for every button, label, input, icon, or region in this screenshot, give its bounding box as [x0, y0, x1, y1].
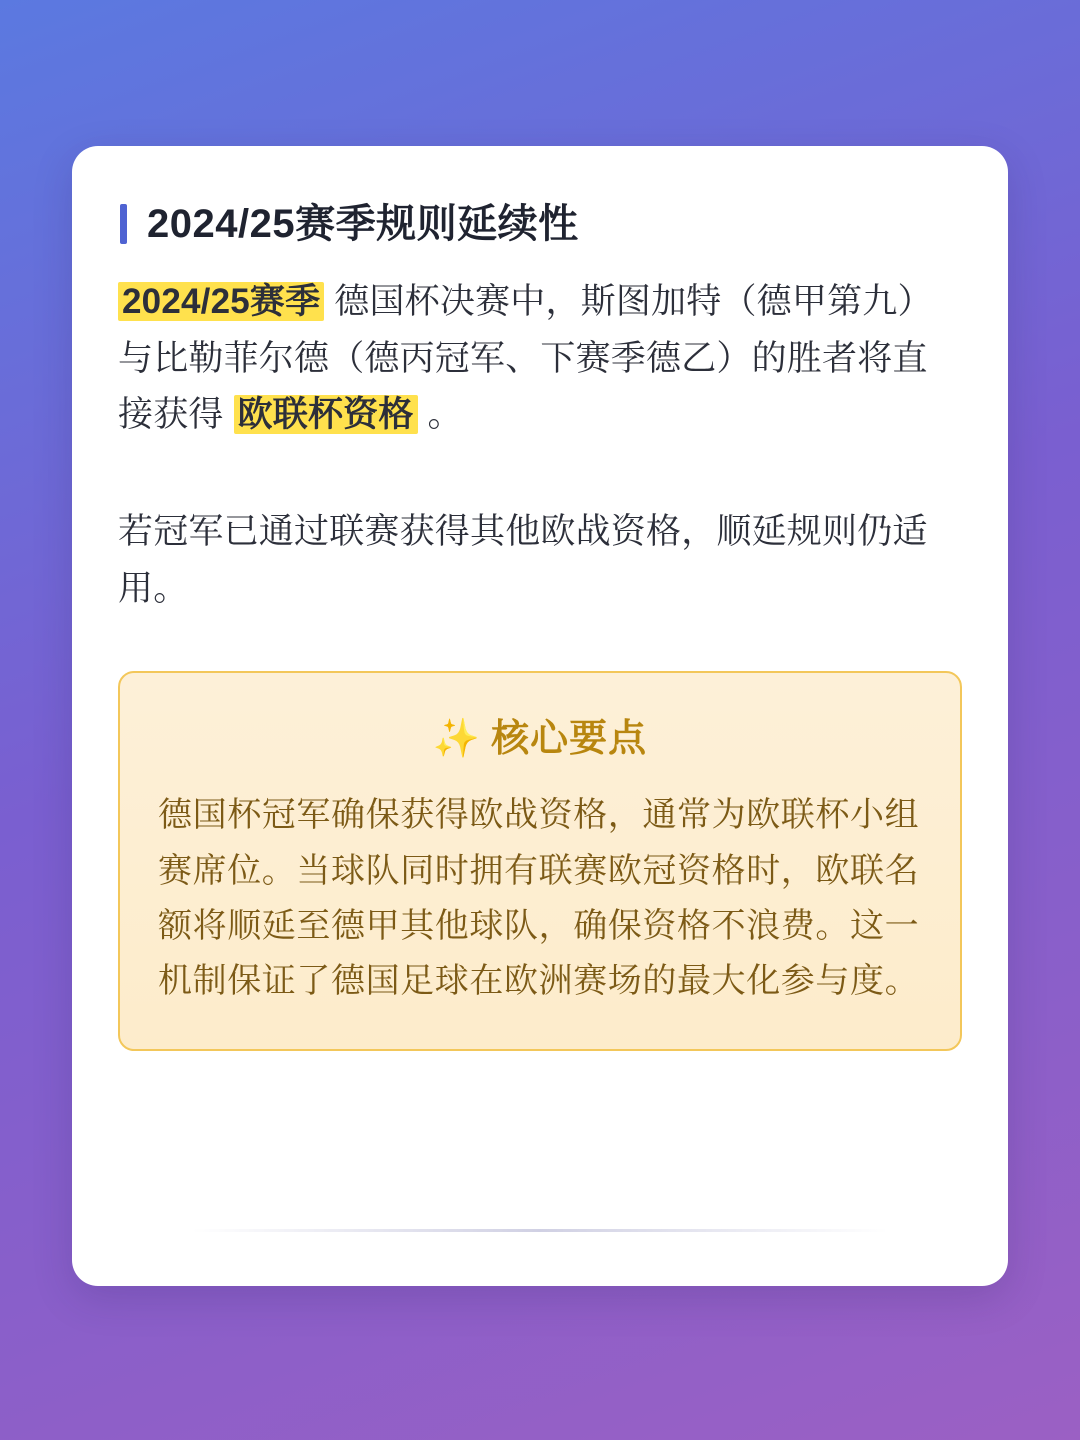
callout-body: 德国杯冠军确保获得欧战资格，通常为欧联杯小组赛席位。当球队同时拥有联赛欧冠资格时，欧联名额将顺延至德甲其他球队，确保资格不浪费。这一机制保证了德国足球在欧洲赛场的最大化参与度。	[158, 796, 920, 1000]
key-points-callout	[118, 671, 962, 1050]
callout-title	[158, 707, 922, 762]
title-text: 2024/25赛季规则延续性	[147, 202, 579, 246]
paragraph-secondary: 若冠军已通过联赛获得其他欧战资格，顺延规则仍适用。	[118, 512, 928, 608]
paragraph-primary	[118, 274, 962, 444]
sparkles-icon: ✨	[432, 718, 482, 761]
page-title	[120, 202, 962, 246]
paragraph-primary-middle: 德国杯决赛中，斯图加特（德甲第九）与比勒菲尔德（德丙冠军、下赛季德乙）的胜者将直接获得	[118, 282, 933, 435]
highlight-qualification: 欧联杯资格	[234, 395, 418, 434]
footer-divider	[192, 1229, 888, 1232]
callout-title-text: 核心要点	[491, 718, 648, 761]
highlight-season: 2024/25赛季	[118, 282, 324, 321]
content-card	[72, 146, 1008, 1286]
title-accent-bar	[120, 204, 127, 244]
paragraph-primary-end: 。	[427, 395, 463, 435]
